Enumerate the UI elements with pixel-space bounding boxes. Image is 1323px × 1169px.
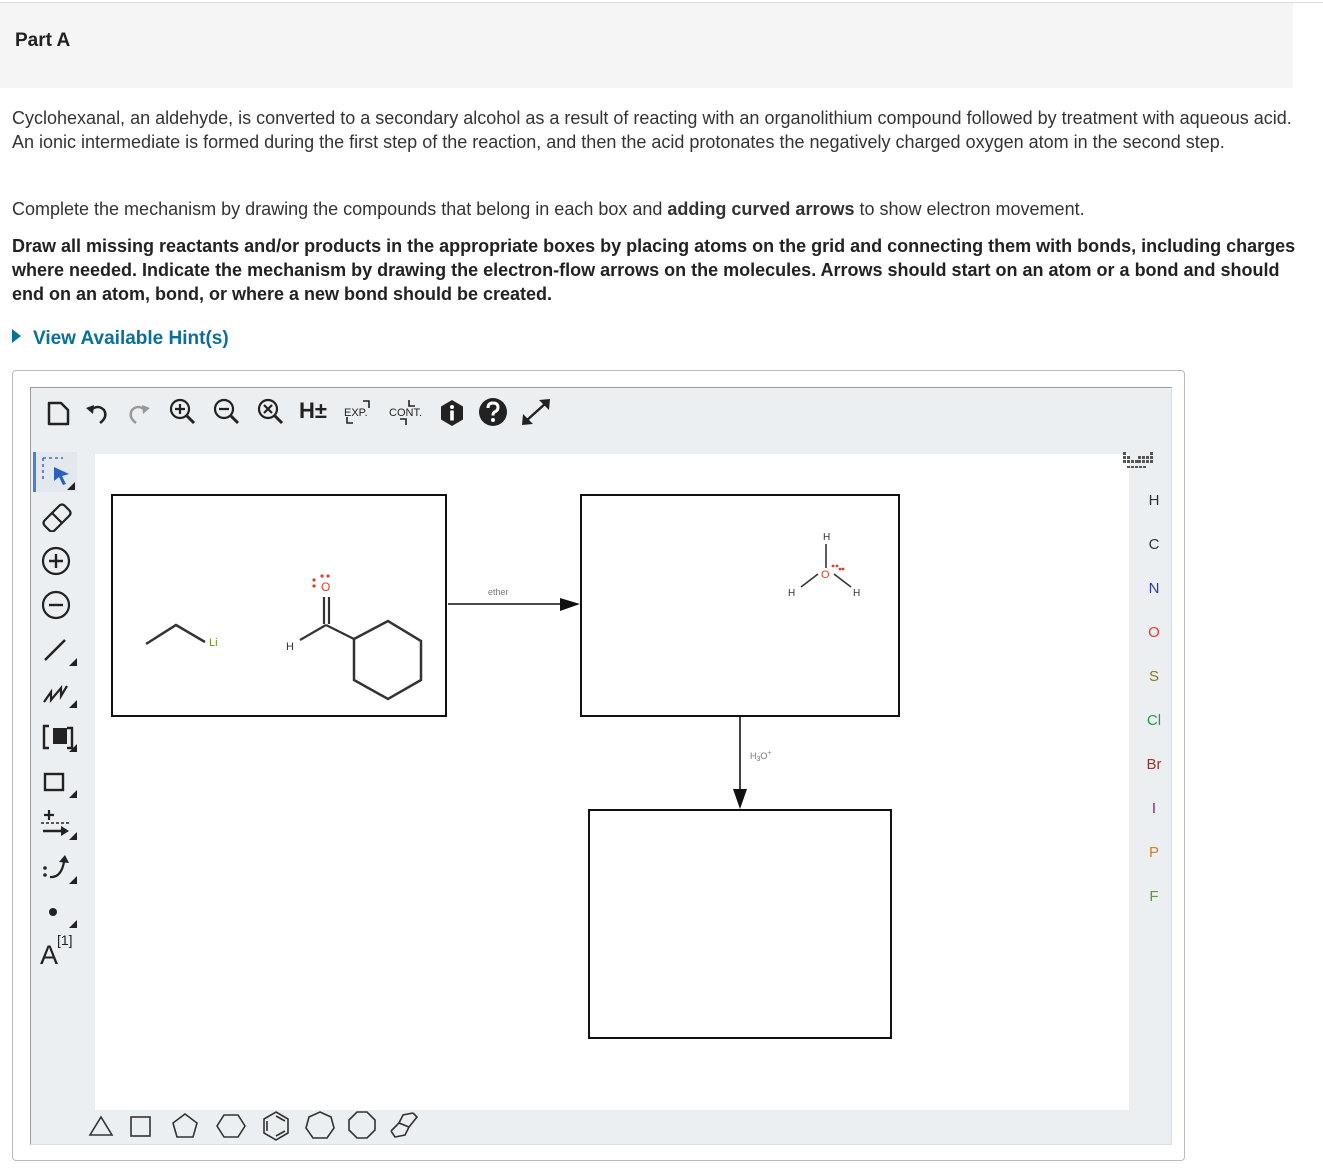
water-h-left: H bbox=[788, 588, 796, 599]
new-document-icon[interactable] bbox=[43, 398, 73, 428]
help-icon[interactable] bbox=[477, 396, 509, 428]
bracket-tool-icon[interactable] bbox=[39, 718, 79, 754]
chain-tool-icon[interactable] bbox=[39, 674, 79, 710]
lone-pair-tool-icon[interactable] bbox=[39, 894, 79, 930]
element-i-button[interactable]: I bbox=[1151, 800, 1157, 817]
aldehyde-h-label: H bbox=[286, 641, 294, 653]
h3o-label: $H_3O^+$ bbox=[750, 750, 772, 763]
cyclohexanal-molecule bbox=[286, 574, 421, 699]
product-box[interactable] bbox=[589, 810, 891, 1038]
redo-icon[interactable] bbox=[125, 398, 155, 428]
element-cl-button[interactable]: Cl bbox=[1146, 712, 1162, 729]
intro-paragraph: Cyclohexanal, an aldehyde, is converted to a secondary alcohol as a result of reacting with an organolithium compound followed by treatment with aqueous acid. An ionic intermediate is formed during the first step of the reaction, and then the acid protonates the negatively charged oxygen atom in the second step. bbox=[12, 108, 1292, 152]
element-s-button[interactable]: S bbox=[1148, 668, 1159, 685]
element-f-button[interactable]: F bbox=[1149, 888, 1159, 905]
cyclobutane-template-icon[interactable] bbox=[127, 1113, 155, 1139]
element-n-button[interactable]: N bbox=[1148, 580, 1160, 597]
sketch-editor bbox=[30, 387, 1172, 1145]
bold-instruction: Draw all missing reactants and/or products in the appropriate boxes by placing atoms on the grid and connecting them with bonds, including charges where needed. Indicate the mechanism by drawing the electron-flow arrows on the molecules. Arrows should start on an atom or a bond and should end on an atom, bond, or where a new bond should be created. bbox=[12, 236, 1296, 304]
water-h-right: H bbox=[853, 588, 861, 599]
chair-conformation-template-icon[interactable] bbox=[387, 1107, 423, 1141]
reaction-arrow-tool-icon[interactable] bbox=[39, 806, 79, 842]
water-o-label: O bbox=[821, 569, 830, 581]
element-c-button[interactable]: C bbox=[1148, 536, 1160, 553]
water-h-top: H bbox=[823, 532, 831, 543]
ether-label: ether bbox=[488, 587, 509, 597]
element-p-button[interactable]: P bbox=[1148, 844, 1159, 861]
negative-charge-icon[interactable] bbox=[39, 588, 73, 622]
instruction-paragraph bbox=[12, 197, 1297, 221]
part-title: Part A bbox=[15, 30, 71, 51]
positive-charge-icon[interactable] bbox=[39, 544, 73, 578]
expand-group-button[interactable] bbox=[341, 398, 385, 428]
organolithium-molecule bbox=[146, 625, 218, 649]
cyclooctane-template-icon[interactable] bbox=[345, 1109, 379, 1141]
element-br-button[interactable]: Br bbox=[1146, 756, 1162, 773]
electron-flow-arrow-icon[interactable] bbox=[39, 850, 79, 886]
exp-label: EXP. bbox=[344, 407, 368, 419]
atom-label-tool[interactable] bbox=[37, 928, 79, 972]
cyclopropane-template-icon[interactable] bbox=[87, 1113, 115, 1139]
cyclopentane-template-icon[interactable] bbox=[169, 1111, 201, 1141]
atom-label-index: [1] bbox=[57, 932, 73, 948]
view-hints-label: View Available Hint(s) bbox=[33, 328, 229, 349]
benzene-template-icon[interactable] bbox=[259, 1109, 293, 1141]
reaction-arrow-ether bbox=[448, 587, 580, 611]
undo-icon[interactable] bbox=[83, 398, 113, 428]
reactants-box[interactable] bbox=[112, 495, 446, 716]
cont-label: CONT. bbox=[389, 407, 422, 419]
cycloheptane-template-icon[interactable] bbox=[303, 1109, 337, 1141]
instruction-text-before: Complete the mechanism by drawing the compounds that belong in each box and bbox=[12, 199, 668, 219]
cyclohexane-template-icon[interactable] bbox=[215, 1111, 247, 1141]
part-header bbox=[0, 3, 1293, 88]
eraser-icon[interactable] bbox=[37, 498, 77, 532]
select-tool-icon[interactable] bbox=[33, 452, 77, 492]
carbonyl-o-label: O bbox=[321, 580, 331, 594]
zoom-in-icon[interactable] bbox=[167, 396, 199, 428]
mechanism-drawing bbox=[95, 454, 1129, 1110]
instruction-bold-text: adding curved arrows bbox=[667, 199, 855, 219]
drawing-canvas[interactable] bbox=[95, 454, 1129, 1110]
periodic-table-icon[interactable] bbox=[1121, 450, 1155, 472]
expand-triangle-icon bbox=[12, 329, 21, 343]
info-icon[interactable] bbox=[437, 398, 467, 428]
zoom-reset-icon[interactable] bbox=[255, 396, 287, 428]
water-molecule bbox=[788, 532, 860, 599]
zoom-out-icon[interactable] bbox=[211, 396, 243, 428]
single-bond-tool-icon[interactable] bbox=[39, 632, 79, 668]
marvin-sketch-widget bbox=[12, 370, 1185, 1161]
instruction-text-after: to show electron movement. bbox=[854, 199, 1085, 219]
fullscreen-icon[interactable] bbox=[519, 396, 553, 428]
toggle-hydrogens-button[interactable]: H± bbox=[299, 398, 327, 423]
rectangle-shape-icon[interactable] bbox=[39, 764, 79, 800]
element-h-button[interactable]: H bbox=[1148, 492, 1160, 509]
lithium-label: Li bbox=[209, 637, 218, 649]
intermediate-box[interactable] bbox=[581, 495, 899, 716]
view-hints-link[interactable] bbox=[12, 328, 229, 350]
atom-label-letter: A bbox=[40, 940, 59, 970]
reaction-arrow-h3o bbox=[733, 716, 772, 809]
element-o-button[interactable]: O bbox=[1148, 624, 1160, 641]
contract-group-button[interactable] bbox=[387, 398, 431, 428]
